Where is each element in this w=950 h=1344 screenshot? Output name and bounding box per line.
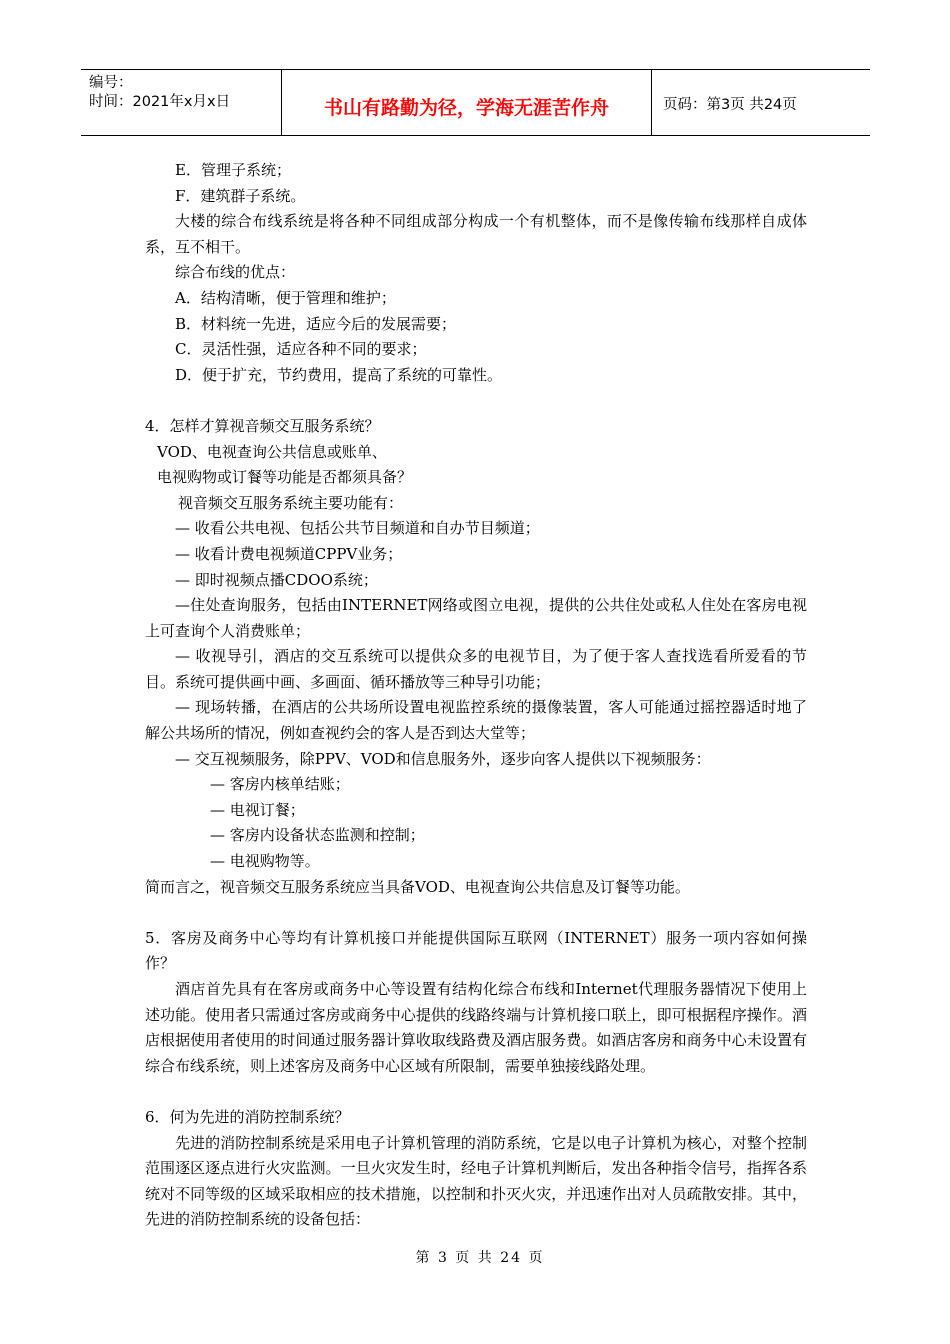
list-item: — 即时视频点播CDOO系统；	[175, 570, 378, 589]
subheading: 综合布线的优点：	[175, 263, 296, 282]
header-page-number: 页码：第3页 共24页	[663, 97, 797, 113]
list-item: — 交互视频服务，除PPV、VOD和信息服务外，逐步向客人提供以下视频服务：	[175, 749, 711, 768]
sub-list-item: — 电视购物等。	[210, 852, 320, 871]
list-item: A．结构清晰，便于管理和维护；	[175, 288, 396, 307]
list-item: — 收看计费电视频道CPPV业务；	[175, 544, 403, 563]
document-body	[145, 158, 807, 1233]
question-heading-cont: 电视购物或订餐等功能是否都须具备？	[157, 468, 413, 487]
sub-list-item: — 电视订餐；	[210, 800, 305, 819]
paragraph: 酒店首先具有在客房或商务中心等设置有结构化综合布线和Internet代理服务器情况下使用上述功能。使用者只需通过客房或商务中心提供的线路终端与计算机接口联上，即可根据程序操作。酒店根据使用者使用的时间通过服务器计算收取线路费及酒店服务费。如酒店客房和商务中心未设置有综合布线系统，则上述客房及商务中心区域有所限制，需要单独接线路处理。	[145, 980, 807, 1075]
page-footer: 第 3 页 共 24 页	[415, 1250, 545, 1266]
question-heading: 4．怎样才算视音频交互服务系统？	[145, 416, 380, 435]
paragraph: 先进的消防控制系统是采用电子计算机管理的消防系统，它是以电子计算机为核心，对整个控制范围逐区逐点进行火灾监测。一旦火灾发生时，经电子计算机判断后，发出各种指令信号，指挥各系统对不同等级的区域采取相应的技术措施，以控制和扑灭火灾，并迅速作出对人员疏散安排。其中，先进的消防控制系统的设备包括：	[145, 1133, 807, 1229]
header-meta	[81, 70, 282, 135]
sub-list-item: — 客房内核单结账；	[210, 775, 350, 794]
list-item: — 收看公共电视、包括公共节目频道和自办节目频道；	[175, 519, 540, 538]
list-item: — 收视导引，酒店的交互系统可以提供众多的电视节目，为了便于客人查找选看所爱看的节目。系统可提供画中画、多画面、循环播放等三种导引功能；	[145, 647, 807, 691]
list-item: D．便于扩充，节约费用，提高了系统的可靠性。	[175, 365, 503, 384]
document-number-label: 编号：	[89, 75, 133, 91]
list-item: F．建筑群子系统。	[175, 186, 306, 205]
list-item: —住处查询服务，包括由INTERNET网络或图立电视，提供的公共住处或私人住处在客房电视上可查询个人消费账单；	[145, 596, 807, 640]
subheading: 视音频交互服务系统主要功能有：	[178, 493, 404, 512]
list-item: E．管理子系统；	[175, 161, 291, 179]
page-header	[81, 69, 870, 136]
sub-list-item: — 客房内设备状态监测和控制；	[210, 826, 425, 845]
list-item: C．灵活性强，适应各种不同的要求；	[175, 340, 427, 359]
list-item: B．材料统一先进，适应今后的发展需要；	[175, 314, 457, 333]
document-date-label: 时间：2021年x月x日	[89, 94, 231, 110]
paragraph: 大楼的综合布线系统是将各种不同组成部分构成一个有机整体，而不是像传输布线那样自成体系，互不相干。	[145, 212, 807, 256]
list-item: — 现场转播，在酒店的公共场所设置电视监控系统的摄像装置，客人可能通过摇控器适时地了解公共场所的情况，例如查视约会的客人是否到达大堂等；	[145, 698, 807, 743]
header-motto: 书山有路勤为径，学海无涯苦作舟	[282, 70, 652, 135]
question-heading: 5．客房及商务中心等均有计算机接口并能提供国际互联网（INTERNET）服务一项内容如何操作？	[145, 928, 807, 973]
summary-line: 简而言之，视音频交互服务系统应当具备VOD、电视查询公共信息及订餐等功能。	[145, 877, 690, 896]
question-heading: 6．何为先进的消防控制系统？	[145, 1107, 350, 1126]
question-heading-cont: VOD、电视查询公共信息或账单、	[157, 442, 387, 461]
